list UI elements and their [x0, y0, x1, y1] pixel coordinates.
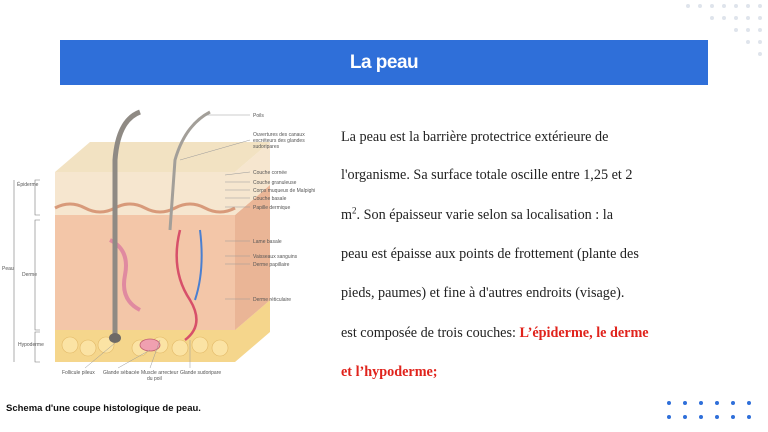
skin-diagram — [0, 100, 330, 400]
label-ouvertures-3: sudoripares — [253, 144, 280, 150]
decorative-dots-bottom-right — [664, 398, 754, 422]
title-banner — [60, 40, 708, 85]
label-corps-muqueux: Corps muqueux de Malpighi — [253, 188, 316, 194]
paragraph-line-6 — [341, 323, 649, 343]
superscript-2: 2 — [352, 205, 357, 216]
label-vaisseaux: Vaisseaux sanguins — [253, 254, 298, 260]
label-couche-granuleuse: Couche granuleuse — [253, 180, 297, 186]
label-follicule: Follicule pileux — [62, 370, 95, 376]
unit-m: m — [341, 207, 353, 223]
label-epiderme: Épiderme — [17, 182, 39, 188]
page-title: La peau — [349, 51, 419, 73]
paragraph-line-4: peau est épaisse aux points de frottement (plante des — [341, 246, 639, 262]
label-derme: Derme — [22, 272, 38, 278]
label-lame-basale: Lame basale — [253, 239, 282, 245]
label-derme-reticulaire: Derme réticulaire — [253, 297, 292, 303]
label-couche-basale: Couche basale — [253, 196, 287, 202]
label-muscle-2: du poil — [147, 376, 162, 382]
paragraph-line-5: pieds, paumes) et fine à d'autres endroits (visage). — [341, 285, 625, 301]
paragraph-line-6-plain: est composée de trois couches: — [341, 325, 520, 341]
label-hypoderme: Hypoderme — [18, 342, 44, 348]
paragraph-line-3-rest: . Son épaisseur varie selon sa localisation : la — [356, 207, 614, 223]
figure-caption: Schema d'une coupe histologique de peau. — [6, 403, 201, 414]
label-poils: Poils — [253, 113, 264, 119]
label-peau: Peau — [2, 266, 14, 272]
label-ouvertures-2: excréteurs des glandes — [253, 138, 305, 144]
paragraph-line-2: l'organisme. Sa surface totale oscille entre 1,25 et 2 — [341, 167, 633, 183]
label-couche-cornee: Couche cornée — [253, 170, 287, 176]
highlight-layers-2: et l’hypoderme; — [341, 364, 438, 380]
label-derme-papillaire: Derme papillaire — [253, 262, 290, 268]
label-glande-sebacee: Glande sébacée — [103, 370, 140, 376]
label-glande-sudoripare: Glande sudoripare — [180, 370, 222, 376]
label-ouvertures-1: Ouvertures des canaux — [253, 132, 305, 138]
label-muscle-1: Muscle arrecteur — [141, 370, 179, 376]
label-papille-dermique: Papille dermique — [253, 205, 291, 211]
highlight-layers-1: L’épiderme, le derme — [519, 325, 649, 341]
paragraph-line-1: La peau est la barrière protectrice extérieure de — [341, 129, 609, 145]
paragraph-line-3 — [341, 205, 613, 225]
